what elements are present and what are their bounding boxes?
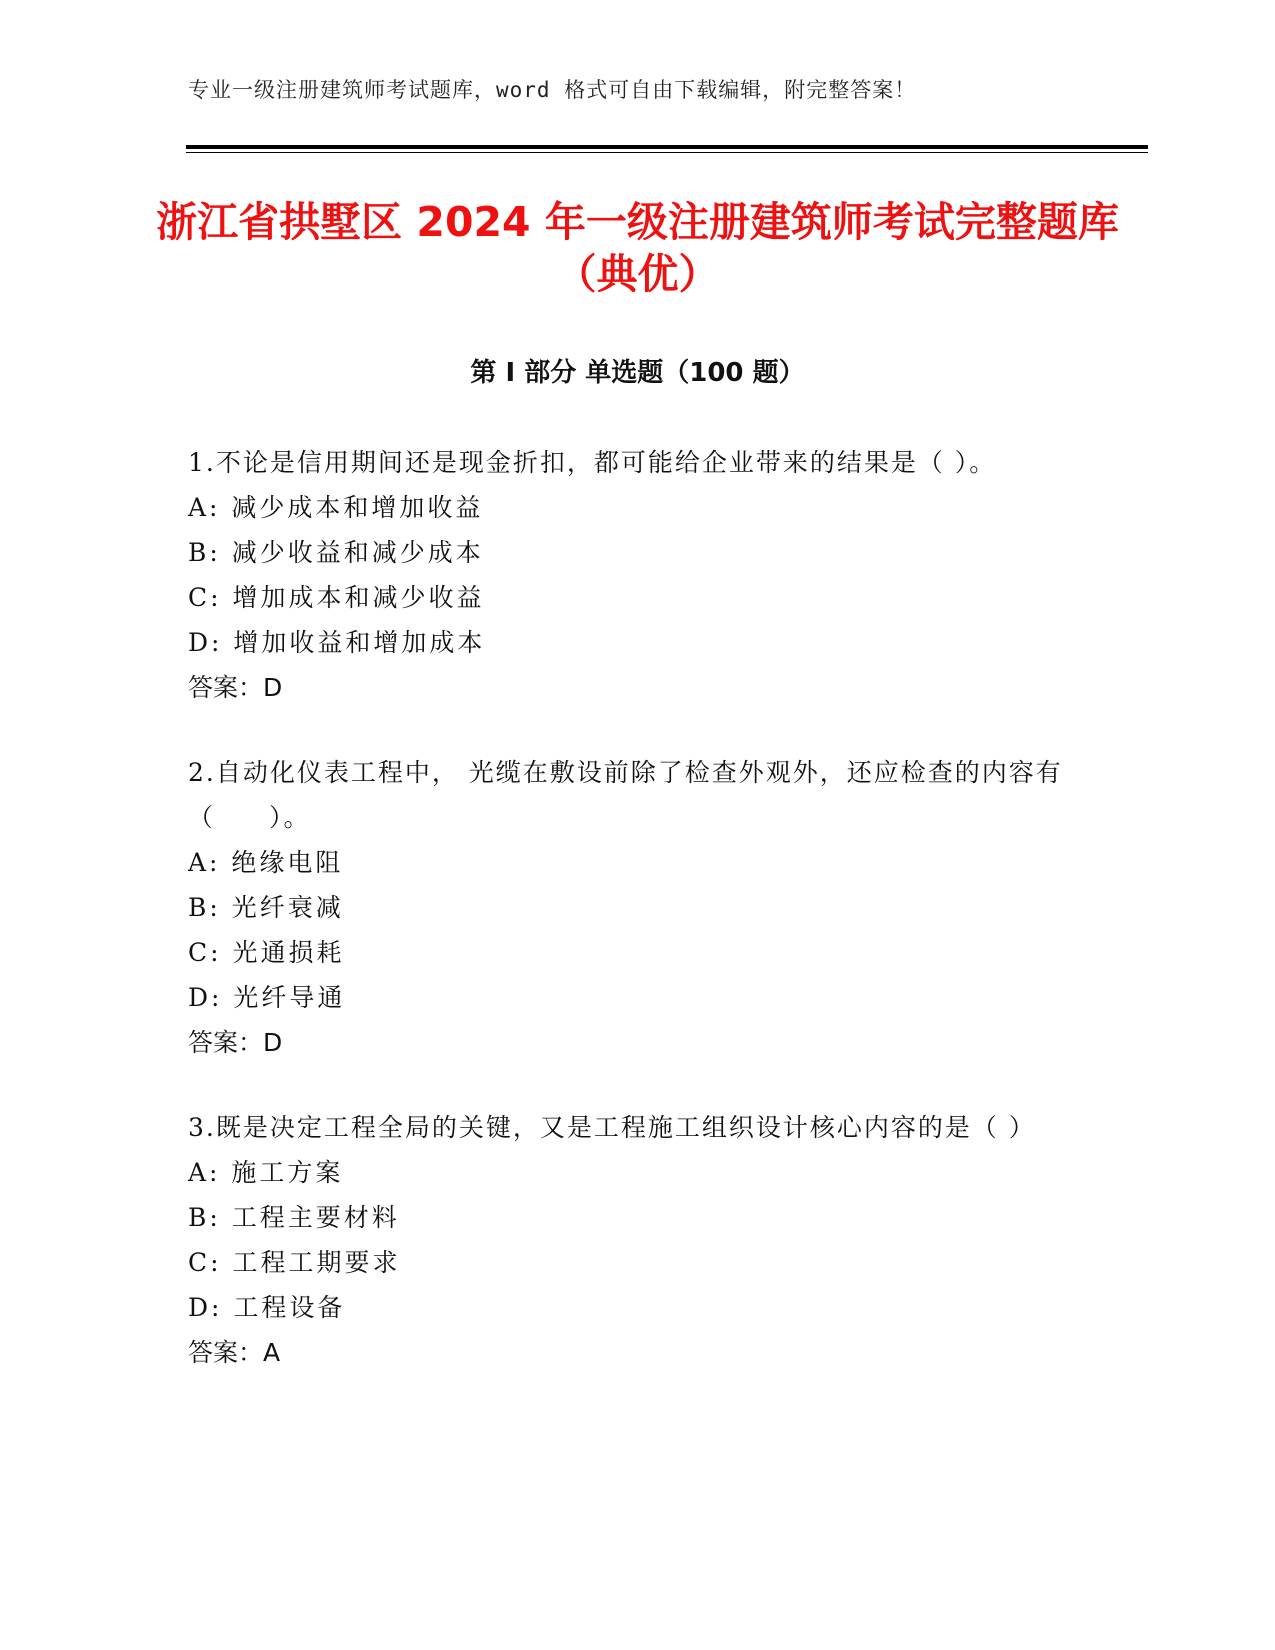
question-stem: 1.不论是信用期间还是现金折扣，都可能给企业带来的结果是（ ）。 <box>188 448 997 477</box>
answer: 答案：D <box>188 673 283 702</box>
answer: 答案：A <box>188 1338 281 1367</box>
option-b: B: 光纤衰减 <box>188 893 344 922</box>
header-rule-thin <box>186 152 1148 153</box>
option-c: C: 工程工期要求 <box>188 1248 401 1277</box>
option-d: D: 增加收益和增加成本 <box>188 628 486 657</box>
question-stem: 3.既是决定工程全局的关键，又是工程施工组织设计核心内容的是（ ） <box>188 1113 1036 1142</box>
option-a: A: 施工方案 <box>188 1158 344 1187</box>
question-1 <box>188 440 1068 710</box>
option-b: B: 工程主要材料 <box>188 1203 400 1232</box>
answer: 答案：D <box>188 1028 283 1057</box>
option-c: C: 光通损耗 <box>188 938 345 967</box>
section-title: 第 I 部分 单选题（100 题） <box>470 358 805 388</box>
header-rule-thick <box>186 145 1148 149</box>
question-stem: 2.自动化仪表工程中， 光缆在敷设前除了检查外观外，还应检查的内容有（ ）。 <box>188 758 1063 832</box>
option-c: C: 增加成本和减少收益 <box>188 583 485 612</box>
question-list <box>188 440 1068 1415</box>
document-title: 浙江省拱墅区 2024 年一级注册建筑师考试完整题库（典优） <box>156 198 1119 298</box>
option-b: B: 减少收益和减少成本 <box>188 538 484 567</box>
header-note: 专业一级注册建筑师考试题库，word 格式可自由下载编辑，附完整答案！ <box>188 78 917 102</box>
option-a: A: 减少成本和增加收益 <box>188 493 484 522</box>
question-2 <box>188 750 1068 1065</box>
option-d: D: 工程设备 <box>188 1293 346 1322</box>
question-3 <box>188 1105 1068 1375</box>
option-d: D: 光纤导通 <box>188 983 346 1012</box>
option-a: A: 绝缘电阻 <box>188 848 344 877</box>
